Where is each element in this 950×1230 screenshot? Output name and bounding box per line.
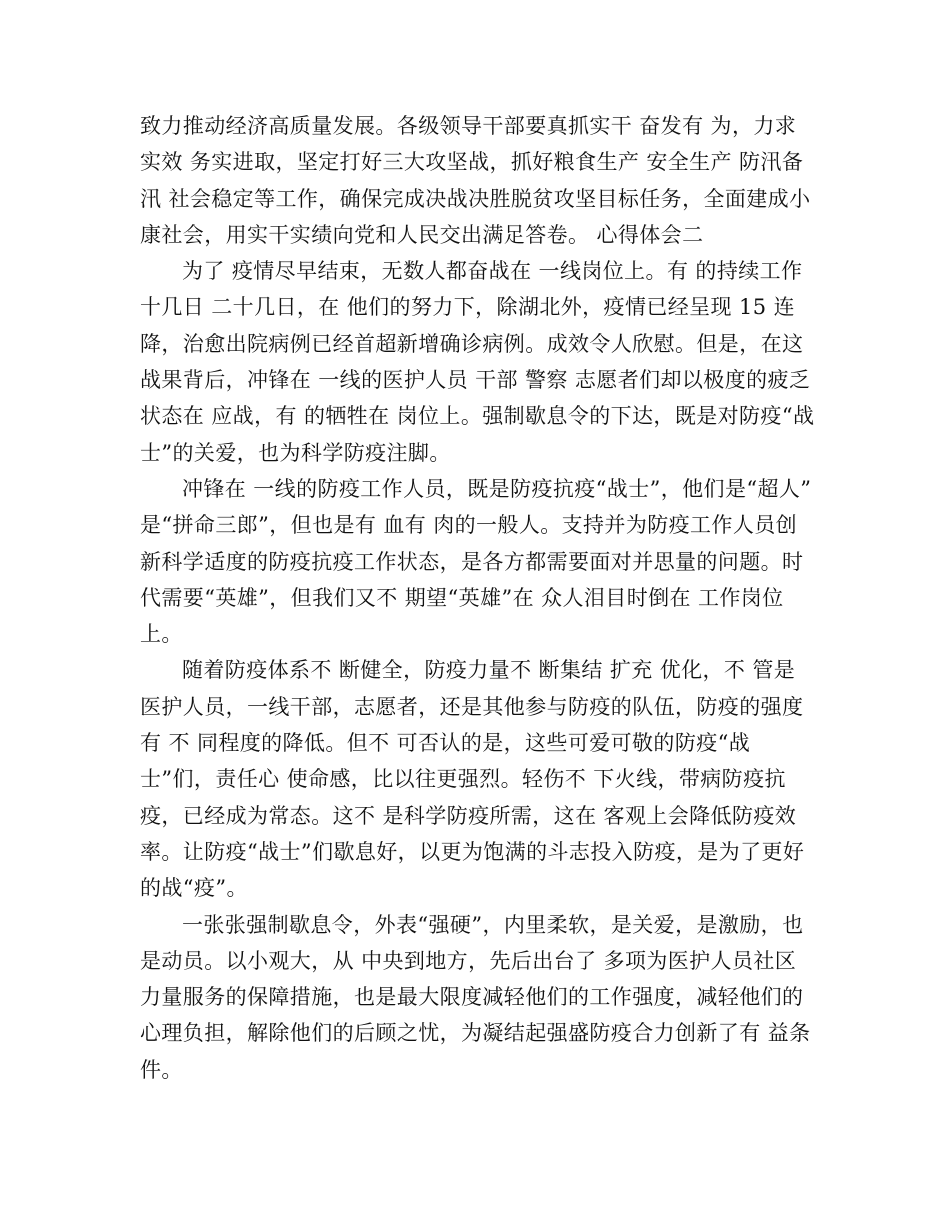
paragraph-continuation: 致力推动经济高质量发展。各级领导干部要真抓实干 奋发有 为，力求实效 务实进取，坚定打好三大攻坚战，抓好粮食生产 安全生产 防汛备汛 社会稳定等工作，确保完成决战决胜脱贫攻坚目标任务，全面建成小康社会，用实干实绩向党和人民交出满足答卷。 心得体会二 bbox=[140, 114, 811, 247]
document-body bbox=[140, 108, 819, 1088]
paragraph: 为了 疫情尽早结束，无数人都奋战在 一线岗位上。有 的持续工作十几日 二十几日，在 他们的努力下，除湖北外，疫情已经呈现 15 连降，治愈出院病例已经首超新增确诊病例。成效令人欣慰。但是，在这战果背后，冲锋在 一线的医护人员 干部 警察 志愿者们却以极度的疲乏状态在 应战，有 的牺牲在 岗位上。强制歇息令的下达，既是对防疫“战士”的关爱，也为科学防疫注脚。 bbox=[140, 259, 815, 465]
paragraph: 一张张强制歇息令，外表“强硬”，内里柔软，是关爱，是激励，也是动员。以小观大，从 中央到地方，先后出台了 多项为医护人员社区力量服务的保障措施，也是最大限度减轻他们的工作强度，减轻他们的心理负担，解除他们的后顾之忧，为凝结起强盛防疫合力创新了有 益条件。 bbox=[140, 912, 811, 1082]
paragraph: 冲锋在 一线的防疫工作人员，既是防疫抗疫“战士”，他们是“超人” 是“拼命三郎”，但也是有 血有 肉的一般人。支持并为防疫工作人员创新科学适度的防疫抗疫工作状态，是各方都需要面对并思量的问题。时代需要“英雄”，但我们又不 期望“英雄”在 众人泪目时倒在 工作岗位上。 bbox=[140, 476, 819, 647]
paragraph: 随着防疫体系不 断健全，防疫力量不 断集结 扩充 优化，不 管是医护人员，一线干部，志愿者，还是其他参与防疫的队伍，防疫的强度有 不 同程度的降低。但不 可否认的是，这些可爱可敬的防疫“战士”们，责任心 使命感，比以往更强烈。轻伤不 下火线，带病防疫抗疫，已经成为常态。这不 是科学防疫所需，这在 客观上会降低防疫效率。让防疫“战士”们歇息好，以更为饱满的斗志投入防疫，是为了更好的战“疫”。 bbox=[140, 658, 805, 901]
